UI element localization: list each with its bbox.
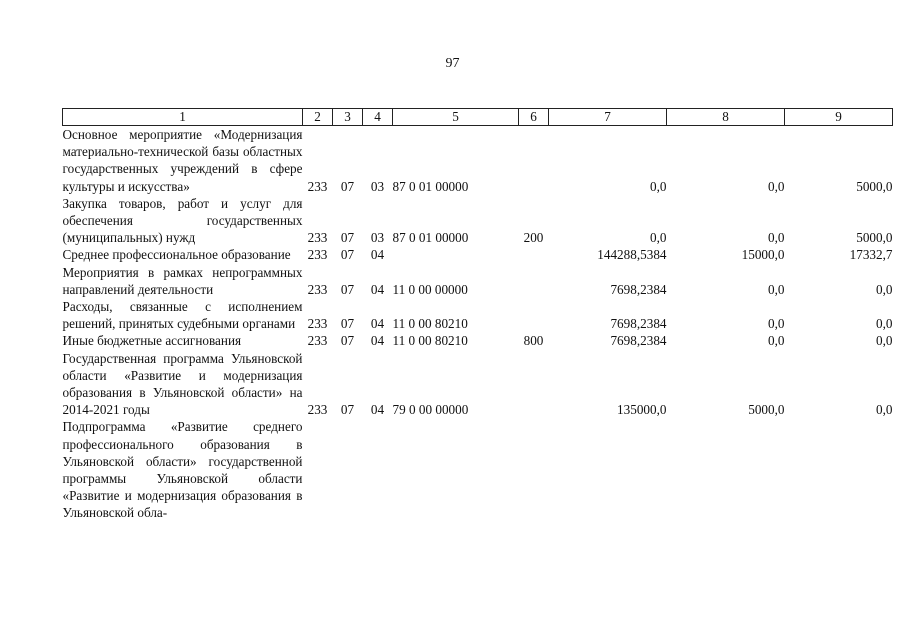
- cell-amount-col9: 0,0: [876, 316, 893, 332]
- cell-amount-col8: 0,0: [768, 316, 785, 332]
- cell-expense-type: [519, 126, 549, 195]
- cell-amount-col9: 0,0: [876, 402, 893, 418]
- cell-amount-col7: 144288,5384: [597, 247, 667, 263]
- header-cell: 2: [303, 109, 333, 126]
- cell-ministry: [303, 418, 333, 521]
- cell-amount-col8: 0,0: [768, 230, 785, 246]
- cell-subsection: [363, 418, 393, 521]
- cell-target-article: 79 0 00 00000: [392, 402, 469, 418]
- table-row: [63, 195, 893, 247]
- cell-amount-col8: 15000,0: [741, 247, 785, 263]
- row-name: Основное мероприятие «Модернизация материально-технической базы областных государственных учреждений в сфере культуры и искусства»: [62, 127, 303, 194]
- cell-amount-col8: 0,0: [768, 178, 785, 194]
- table-row: [63, 332, 893, 349]
- cell-ministry: 233: [307, 230, 328, 246]
- row-name: Мероприятия в рамках непрограммных направлений деятельности: [62, 264, 303, 297]
- cell-amount-col8: 5000,0: [748, 402, 785, 418]
- cell-amount-col9: 17332,7: [849, 247, 893, 263]
- cell-section: 07: [340, 281, 355, 297]
- cell-expense-type: [519, 298, 549, 332]
- cell-section: 07: [340, 247, 355, 263]
- cell-amount-col8: 0,0: [768, 281, 785, 297]
- table-row: [63, 264, 893, 298]
- cell-amount-col9: 0,0: [876, 281, 893, 297]
- row-name: Государственная программа Ульяновской области «Развитие и модернизация образования в Ульяновской области» на 2014-2021 годы: [62, 350, 303, 418]
- cell-section: 07: [340, 178, 355, 194]
- cell-amount-col9: 5000,0: [856, 230, 893, 246]
- row-name: Иные бюджетные ассигнования: [62, 333, 242, 349]
- cell-ministry: 233: [307, 333, 328, 349]
- page-number: 97: [445, 56, 460, 71]
- cell-subsection: 04: [370, 333, 385, 349]
- header-cell: 5: [393, 109, 519, 126]
- cell-expense-type: 200: [523, 230, 544, 246]
- cell-subsection: 04: [370, 316, 385, 332]
- cell-target-article: [393, 418, 519, 521]
- cell-amount-col7: 7698,2384: [610, 281, 667, 297]
- cell-expense-type: [519, 264, 549, 298]
- cell-subsection: 03: [370, 178, 385, 194]
- header-cell: 6: [519, 109, 549, 126]
- cell-ministry: 233: [307, 247, 328, 263]
- row-name: Среднее профессиональное образование: [62, 247, 291, 263]
- cell-expense-type: 800: [523, 333, 544, 349]
- header-cell: 9: [785, 109, 893, 126]
- cell-target-article: [393, 246, 519, 263]
- table-row: [63, 418, 893, 521]
- cell-expense-type: [519, 350, 549, 419]
- table-row: [63, 246, 893, 263]
- cell-amount-col7: 135000,0: [617, 402, 667, 418]
- cell-section: [333, 418, 363, 521]
- cell-expense-type: [519, 418, 549, 521]
- header-cell: 1: [63, 109, 303, 126]
- cell-ministry: 233: [307, 281, 328, 297]
- cell-target-article: 11 0 00 80210: [392, 333, 468, 349]
- cell-amount-col7: 0,0: [650, 178, 667, 194]
- cell-target-article: 11 0 00 00000: [392, 281, 468, 297]
- cell-amount-col9: [785, 418, 893, 521]
- cell-amount-col9: 5000,0: [856, 178, 893, 194]
- cell-amount-col8: [667, 418, 785, 521]
- cell-subsection: 04: [370, 247, 385, 263]
- header-cell: 3: [333, 109, 363, 126]
- table-row: [63, 350, 893, 419]
- row-name: Расходы, связанные с исполнением решений, принятых судебными органами: [62, 299, 303, 332]
- header-row: [63, 109, 893, 126]
- cell-section: 07: [340, 402, 355, 418]
- header-cell: 8: [667, 109, 785, 126]
- cell-subsection: 03: [370, 230, 385, 246]
- cell-section: 07: [340, 333, 355, 349]
- cell-target-article: 87 0 01 00000: [392, 230, 469, 246]
- cell-ministry: 233: [307, 402, 328, 418]
- cell-subsection: 04: [370, 402, 385, 418]
- budget-table: [62, 108, 893, 522]
- cell-amount-col7: 0,0: [650, 230, 667, 246]
- cell-expense-type: [519, 246, 549, 263]
- cell-ministry: 233: [307, 178, 328, 194]
- cell-amount-col7: 7698,2384: [610, 333, 667, 349]
- cell-amount-col7: [549, 418, 667, 521]
- cell-ministry: 233: [307, 316, 328, 332]
- cell-amount-col7: 7698,2384: [610, 316, 667, 332]
- table-row: [63, 298, 893, 332]
- row-name: Закупка товаров, работ и услуг для обеспечения государственных (муниципальных) нужд: [62, 195, 303, 246]
- cell-subsection: 04: [370, 281, 385, 297]
- cell-target-article: 87 0 01 00000: [392, 178, 469, 194]
- cell-amount-col8: 0,0: [768, 333, 785, 349]
- table-row: [63, 126, 893, 195]
- cell-section: 07: [340, 230, 355, 246]
- header-cell: 7: [549, 109, 667, 126]
- cell-amount-col9: 0,0: [876, 333, 893, 349]
- row-name: Подпрограмма «Развитие среднего профессионального образования в Ульяновской области» государственной программы Ульяновской области «Развитие и модернизация образования в Ульяновской обла-: [62, 419, 303, 521]
- header-cell: 4: [363, 109, 393, 126]
- cell-section: 07: [340, 316, 355, 332]
- cell-target-article: 11 0 00 80210: [392, 316, 468, 332]
